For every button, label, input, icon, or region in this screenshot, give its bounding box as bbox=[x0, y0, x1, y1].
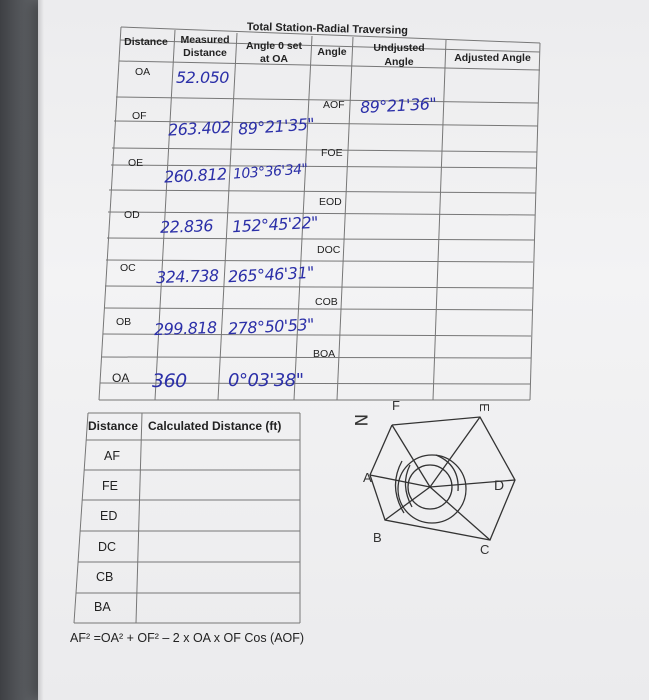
header-angle-zero-1: Angle 0 set bbox=[245, 40, 303, 52]
worksheet-title: Total Station-Radial Traversing bbox=[246, 21, 409, 37]
angle-name: COB bbox=[315, 296, 338, 308]
measured-distance-oe: 260.812 bbox=[163, 164, 228, 187]
sketch-point-label: B bbox=[373, 530, 382, 545]
row-line-label: OC bbox=[120, 262, 136, 274]
sketch-point-label: A bbox=[363, 470, 372, 485]
table2-row-label: ED bbox=[100, 509, 118, 523]
row-line-label: OA bbox=[135, 66, 151, 78]
row-line-label: OF bbox=[132, 110, 147, 122]
sketch-point-label: C bbox=[480, 542, 490, 557]
angle-name: AOF bbox=[323, 99, 345, 111]
angle-at-oa-oe: 103°36'34" bbox=[232, 161, 309, 183]
measured-distance-ob: 299.818 bbox=[153, 317, 217, 340]
measured-distance-of: 263.402 bbox=[167, 117, 232, 140]
north-arrow-label: N bbox=[350, 413, 371, 427]
header-distance: Distance bbox=[124, 36, 168, 48]
measured-distance-oa-close: 360 bbox=[152, 370, 187, 392]
angle-at-oa-close: 0°03'38" bbox=[228, 370, 304, 391]
header-adjusted: Adjusted Angle bbox=[454, 52, 531, 64]
sketch-point-label: D bbox=[494, 477, 505, 493]
unadjusted-angle-aof: 89°21'36" bbox=[359, 94, 437, 117]
measured-distance-od: 22.836 bbox=[159, 216, 214, 237]
measured-distance-oa: 52.050 bbox=[176, 68, 229, 87]
angle-name: DOC bbox=[317, 244, 341, 256]
row-line-label: OB bbox=[116, 316, 132, 328]
header-angle: Angle bbox=[317, 46, 347, 58]
angle-name: EOD bbox=[319, 196, 342, 208]
header-unadjusted-2: Angle bbox=[384, 56, 414, 68]
angle-at-oa-oc: 265°46'31" bbox=[227, 262, 315, 287]
angle-name: BOA bbox=[313, 348, 336, 360]
table2-row-label: DC bbox=[98, 540, 117, 554]
angle-at-oa-od: 152°45'22" bbox=[231, 212, 319, 237]
law-of-cosines-formula: AF² =OA² + OF² – 2 x OA x OF Cos (AOF) bbox=[70, 631, 305, 645]
header-measured-2: Distance bbox=[183, 47, 227, 59]
row-line-label: OD bbox=[124, 209, 140, 221]
table2-row-label: CB bbox=[96, 570, 114, 584]
sketch-point-label: F bbox=[392, 398, 400, 413]
sketch-point-label: E bbox=[476, 403, 492, 412]
table2-header-distance: Distance bbox=[88, 419, 139, 433]
header-angle-zero-2: at OA bbox=[259, 53, 288, 65]
measured-distance-oc: 324.738 bbox=[155, 265, 219, 288]
angle-name: FOE bbox=[321, 147, 343, 159]
header-measured-1: Measured bbox=[180, 34, 230, 46]
angle-at-oa-ob: 278°50'53" bbox=[227, 314, 315, 339]
row-line-label: OE bbox=[128, 157, 144, 169]
table2-header-calculated: Calculated Distance (ft) bbox=[148, 419, 282, 433]
table2-row-label: AF bbox=[104, 449, 120, 463]
table2-row-label: BA bbox=[94, 600, 111, 614]
header-unadjusted-1: Undjusted bbox=[373, 42, 425, 54]
table2-row-label: FE bbox=[102, 479, 118, 493]
row-line-label: OA bbox=[112, 371, 130, 385]
angle-at-oa-of: 89°21'35" bbox=[237, 114, 315, 139]
